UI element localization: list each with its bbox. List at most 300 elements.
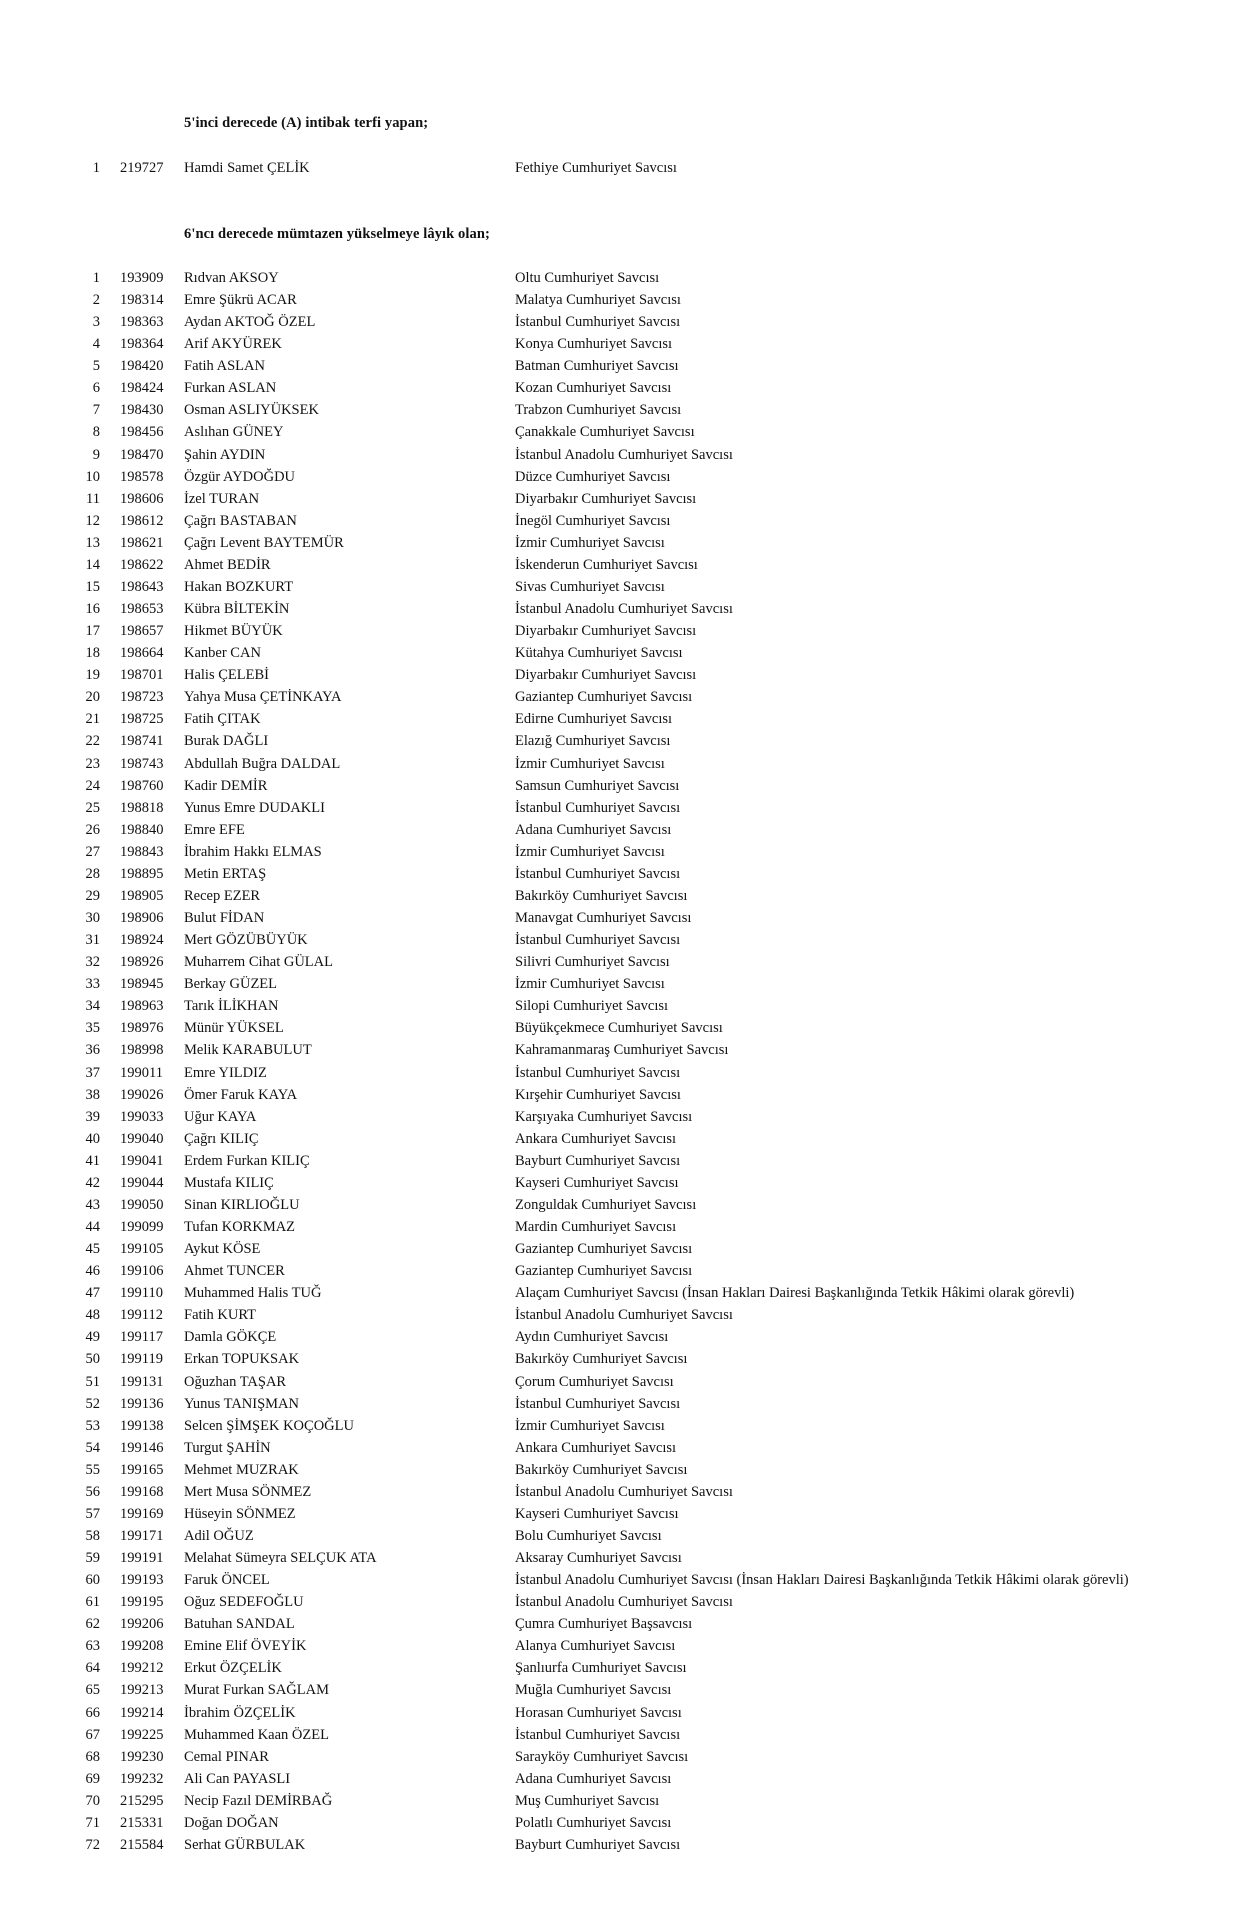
- position-title: Bakırköy Cumhuriyet Savcısı: [515, 1461, 688, 1478]
- position-title: İzmir Cumhuriyet Savcısı: [515, 534, 665, 551]
- position-title: Sarayköy Cumhuriyet Savcısı: [515, 1748, 689, 1765]
- position-title: İskenderun Cumhuriyet Savcısı: [515, 556, 698, 573]
- person-name: Hakan BOZKURT: [184, 578, 294, 595]
- person-name: Selcen ŞİMŞEK KOÇOĞLU: [184, 1417, 354, 1434]
- person-name: Kanber CAN: [184, 645, 261, 662]
- person-name: Erdem Furkan KILIÇ: [184, 1152, 310, 1169]
- position-title: Samsun Cumhuriyet Savcısı: [515, 777, 680, 794]
- registry-number: 199195: [120, 1594, 164, 1611]
- registry-number: 198420: [120, 358, 164, 375]
- person-name: Erkut ÖZÇELİK: [184, 1660, 282, 1677]
- list-row: [0, 1525, 1252, 1547]
- row-number: 57: [85, 1505, 100, 1522]
- list-row: [0, 753, 1252, 775]
- person-name: Uğur KAYA: [184, 1108, 257, 1125]
- position-title: Sivas Cumhuriyet Savcısı: [515, 578, 665, 595]
- row-number: 14: [85, 556, 100, 573]
- row-number: 46: [85, 1263, 100, 1280]
- row-number: 35: [85, 1020, 100, 1037]
- list-row: [0, 995, 1252, 1017]
- row-number: 34: [85, 998, 100, 1015]
- registry-number: 198743: [120, 755, 164, 772]
- row-number: 21: [85, 711, 100, 728]
- row-number: 56: [85, 1483, 100, 1500]
- position-title: İstanbul Cumhuriyet Savcısı: [515, 1726, 681, 1743]
- registry-number: 198818: [120, 799, 164, 816]
- registry-number: 198622: [120, 556, 164, 573]
- row-number: 1: [92, 160, 100, 176]
- row-number: 67: [85, 1726, 100, 1743]
- position-title: İstanbul Anadolu Cumhuriyet Savcısı: [515, 601, 733, 618]
- list-row: [0, 1768, 1252, 1790]
- person-name: Faruk ÖNCEL: [184, 1572, 270, 1589]
- list-row: [0, 1238, 1252, 1260]
- person-name: Muhammed Kaan ÖZEL: [184, 1726, 329, 1743]
- position-title: Diyarbakır Cumhuriyet Savcısı: [515, 490, 697, 507]
- position-title: Kayseri Cumhuriyet Savcısı: [515, 1505, 679, 1522]
- registry-number: 199193: [120, 1572, 164, 1589]
- registry-number: 198906: [120, 910, 164, 927]
- person-name: Emre YILDIZ: [184, 1064, 267, 1081]
- list-row: [0, 1216, 1252, 1238]
- position-title: Malatya Cumhuriyet Savcısı: [515, 292, 681, 309]
- list-row: [0, 289, 1252, 311]
- position-title: Bolu Cumhuriyet Savcısı: [515, 1527, 662, 1544]
- position-title: Konya Cumhuriyet Savcısı: [515, 336, 673, 353]
- registry-number: 198364: [120, 336, 164, 353]
- person-name: Mert GÖZÜBÜYÜK: [184, 932, 308, 949]
- position-title: Gaziantep Cumhuriyet Savcısı: [515, 1241, 693, 1258]
- row-number: 62: [85, 1616, 100, 1633]
- row-number: 65: [85, 1682, 100, 1699]
- registry-number: 198653: [120, 601, 164, 618]
- list-row: [0, 1128, 1252, 1150]
- registry-number: 199230: [120, 1748, 164, 1765]
- list-row: [0, 1746, 1252, 1768]
- list-row: [0, 399, 1252, 421]
- position-title: İstanbul Cumhuriyet Savcısı: [515, 314, 681, 331]
- position-title: Edirne Cumhuriyet Savcısı: [515, 711, 673, 728]
- row-number: 61: [85, 1594, 100, 1611]
- list-row: [0, 1790, 1252, 1812]
- list-row: [0, 1702, 1252, 1724]
- list-row: [0, 1348, 1252, 1370]
- section-heading-intibak: 5'inci derecede (A) intibak terfi yapan;: [184, 115, 429, 131]
- registry-number: 199213: [120, 1682, 164, 1699]
- registry-number: 198905: [120, 887, 164, 904]
- row-number: 17: [85, 623, 100, 640]
- row-number: 42: [85, 1174, 100, 1191]
- person-name: Kadir DEMİR: [184, 777, 268, 794]
- person-name: İbrahim ÖZÇELİK: [184, 1704, 296, 1721]
- person-name: Aykut KÖSE: [184, 1241, 261, 1258]
- row-number: 27: [85, 843, 100, 860]
- person-name: Damla GÖKÇE: [184, 1329, 277, 1346]
- list-row: [0, 1194, 1252, 1216]
- row-number: 23: [85, 755, 100, 772]
- registry-number: 199136: [120, 1395, 164, 1412]
- person-name: Tufan KORKMAZ: [184, 1219, 296, 1235]
- registry-number: 198657: [120, 623, 164, 640]
- person-name: Kübra BİLTEKİN: [184, 601, 290, 618]
- position-title: Muğla Cumhuriyet Savcısı: [515, 1682, 672, 1699]
- registry-number: 199011: [120, 1064, 163, 1081]
- list-row: [0, 973, 1252, 995]
- person-name: Cemal PINAR: [184, 1748, 269, 1765]
- position-title: İstanbul Anadolu Cumhuriyet Savcısı: [515, 446, 733, 463]
- person-name: Şahin AYDIN: [184, 446, 266, 463]
- position-title: İstanbul Anadolu Cumhuriyet Savcısı: [515, 1307, 733, 1324]
- list-row: [0, 1172, 1252, 1194]
- position-title: Bakırköy Cumhuriyet Savcısı: [515, 887, 688, 904]
- row-number: 47: [85, 1285, 100, 1302]
- position-title: Horasan Cumhuriyet Savcısı: [515, 1704, 682, 1721]
- row-number: 22: [85, 733, 100, 750]
- registry-number: 198612: [120, 512, 164, 529]
- person-name: Doğan DOĞAN: [184, 1814, 279, 1831]
- list-row: [0, 598, 1252, 620]
- person-name: Muharrem Cihat GÜLAL: [184, 954, 333, 971]
- registry-number: 199110: [120, 1285, 163, 1302]
- registry-number: 198701: [120, 667, 164, 684]
- list-row: [0, 1459, 1252, 1481]
- person-name: Emine Elif ÖVEYİK: [184, 1638, 307, 1655]
- person-name: İzel TURAN: [184, 490, 260, 507]
- list-row: [0, 510, 1252, 532]
- position-title: Çorum Cumhuriyet Savcısı: [515, 1373, 674, 1390]
- row-number: 54: [85, 1439, 100, 1456]
- registry-number: 199165: [120, 1461, 164, 1478]
- row-number: 48: [85, 1307, 100, 1324]
- registry-number: 198840: [120, 821, 164, 838]
- person-name: Özgür AYDOĞDU: [184, 468, 296, 485]
- list-row: [0, 929, 1252, 951]
- row-number: 52: [85, 1395, 100, 1412]
- list-row: [0, 267, 1252, 289]
- position-title: İstanbul Anadolu Cumhuriyet Savcısı: [515, 1483, 733, 1500]
- list-row: [0, 444, 1252, 466]
- registry-number: 198843: [120, 843, 164, 860]
- list-row: [0, 863, 1252, 885]
- person-name: Çağrı KILIÇ: [184, 1130, 259, 1147]
- row-number: 11: [86, 490, 100, 507]
- row-number: 70: [85, 1792, 100, 1809]
- row-number: 41: [85, 1152, 100, 1169]
- person-name: Melik KARABULUT: [184, 1042, 312, 1059]
- person-name: Batuhan SANDAL: [184, 1616, 295, 1633]
- list-row: [0, 576, 1252, 598]
- person-name: Serhat GÜRBULAK: [184, 1836, 306, 1853]
- row-number: 20: [85, 689, 100, 706]
- row-number: 69: [85, 1770, 100, 1787]
- person-name: Bulut FİDAN: [184, 910, 265, 927]
- row-number: 53: [85, 1417, 100, 1434]
- person-name: Fatih ASLAN: [184, 358, 265, 375]
- person-name: Sinan KIRLIOĞLU: [184, 1196, 300, 1213]
- registry-number: 198963: [120, 998, 164, 1015]
- list-row: [0, 157, 1252, 179]
- list-row: [0, 1547, 1252, 1569]
- row-number: 10: [85, 468, 100, 485]
- person-name: Ahmet TUNCER: [184, 1263, 285, 1280]
- position-title: Elazığ Cumhuriyet Savcısı: [515, 733, 671, 750]
- position-title: Polatlı Cumhuriyet Savcısı: [515, 1814, 672, 1831]
- row-number: 51: [85, 1373, 100, 1390]
- position-title: İstanbul Cumhuriyet Savcısı: [515, 932, 681, 949]
- person-name: Halis ÇELEBİ: [184, 667, 269, 684]
- row-number: 29: [85, 887, 100, 904]
- registry-number: 199232: [120, 1770, 164, 1787]
- registry-number: 198621: [120, 534, 164, 551]
- registry-number: 198725: [120, 711, 164, 728]
- row-number: 49: [85, 1329, 100, 1346]
- person-name: Tarık İLİKHAN: [184, 998, 279, 1015]
- section-heading-mumtazen: 6'ncı derecede mümtazen yükselmeye lâyık olan;: [184, 226, 490, 242]
- position-title: Oltu Cumhuriyet Savcısı: [515, 270, 660, 286]
- position-title: İstanbul Cumhuriyet Savcısı: [515, 865, 681, 882]
- position-title: Kütahya Cumhuriyet Savcısı: [515, 645, 683, 662]
- row-number: 6: [92, 380, 100, 397]
- list-row: [0, 1393, 1252, 1415]
- position-title: Bayburt Cumhuriyet Savcısı: [515, 1152, 681, 1169]
- row-number: 58: [85, 1527, 100, 1544]
- position-title: Ankara Cumhuriyet Savcısı: [515, 1130, 677, 1147]
- registry-number: 215584: [120, 1836, 164, 1853]
- list-row: [0, 421, 1252, 443]
- row-number: 15: [85, 578, 100, 595]
- registry-number: 198924: [120, 932, 164, 949]
- list-row: [0, 885, 1252, 907]
- row-number: 18: [85, 645, 100, 662]
- list-row: [0, 642, 1252, 664]
- position-title: Fethiye Cumhuriyet Savcısı: [515, 160, 677, 176]
- row-number: 16: [85, 601, 100, 618]
- list-row: [0, 1613, 1252, 1635]
- position-title: Mardin Cumhuriyet Savcısı: [515, 1219, 677, 1235]
- row-number: 66: [85, 1704, 100, 1721]
- position-title: Büyükçekmece Cumhuriyet Savcısı: [515, 1020, 723, 1037]
- registry-number: 198363: [120, 314, 164, 331]
- person-name: Fatih ÇITAK: [184, 711, 261, 728]
- position-title: İzmir Cumhuriyet Savcısı: [515, 1417, 665, 1434]
- list-row: [0, 686, 1252, 708]
- list-row: [0, 1062, 1252, 1084]
- person-name: Emre EFE: [184, 821, 245, 838]
- person-name: Oğuz SEDEFOĞLU: [184, 1594, 304, 1611]
- position-title: Zonguldak Cumhuriyet Savcısı: [515, 1196, 697, 1213]
- list-row: [0, 355, 1252, 377]
- person-name: Ali Can PAYASLI: [184, 1770, 291, 1787]
- registry-number: 193909: [120, 270, 164, 286]
- row-number: 9: [92, 446, 100, 463]
- registry-number: 199169: [120, 1505, 164, 1522]
- list-row: [0, 775, 1252, 797]
- list-row: [0, 1084, 1252, 1106]
- list-row: [0, 620, 1252, 642]
- registry-number: 198945: [120, 976, 164, 993]
- row-number: 4: [92, 336, 100, 353]
- person-name: Mustafa KILIÇ: [184, 1174, 274, 1191]
- list-row: [0, 1326, 1252, 1348]
- row-number: 30: [85, 910, 100, 927]
- person-name: Muhammed Halis TUĞ: [184, 1285, 322, 1302]
- person-name: Melahat Sümeyra SELÇUK ATA: [184, 1550, 377, 1567]
- registry-number: 199212: [120, 1660, 164, 1677]
- person-name: Metin ERTAŞ: [184, 865, 267, 882]
- registry-number: 198456: [120, 424, 164, 441]
- list-row: [0, 1834, 1252, 1856]
- row-number: 7: [92, 402, 100, 419]
- registry-number: 199225: [120, 1726, 164, 1743]
- person-name: Murat Furkan SAĞLAM: [184, 1682, 329, 1699]
- person-name: Hikmet BÜYÜK: [184, 623, 283, 640]
- person-name: Yunus TANIŞMAN: [184, 1395, 299, 1412]
- position-title: İstanbul Anadolu Cumhuriyet Savcısı (İnsan Hakları Dairesi Başkanlığında Tetkik Hâkimi olarak görevli): [515, 1572, 1129, 1589]
- position-title: Ankara Cumhuriyet Savcısı: [515, 1439, 677, 1456]
- position-title: Adana Cumhuriyet Savcısı: [515, 821, 672, 838]
- position-title: Bayburt Cumhuriyet Savcısı: [515, 1836, 681, 1853]
- registry-number: 198723: [120, 689, 164, 706]
- position-title: Diyarbakır Cumhuriyet Savcısı: [515, 623, 697, 640]
- person-name: Hüseyin SÖNMEZ: [184, 1505, 296, 1522]
- list-row: [0, 333, 1252, 355]
- row-number: 33: [85, 976, 100, 993]
- position-title: İstanbul Anadolu Cumhuriyet Savcısı: [515, 1594, 733, 1611]
- list-row: [0, 1635, 1252, 1657]
- registry-number: 199044: [120, 1174, 164, 1191]
- person-name: Ömer Faruk KAYA: [184, 1086, 298, 1103]
- person-name: Burak DAĞLI: [184, 733, 269, 750]
- person-name: Mert Musa SÖNMEZ: [184, 1483, 312, 1500]
- registry-number: 198760: [120, 777, 164, 794]
- registry-number: 198606: [120, 490, 164, 507]
- person-name: Abdullah Buğra DALDAL: [184, 755, 341, 772]
- list-row: [0, 1679, 1252, 1701]
- position-title: Gaziantep Cumhuriyet Savcısı: [515, 689, 693, 706]
- position-title: İstanbul Cumhuriyet Savcısı: [515, 1064, 681, 1081]
- position-title: İzmir Cumhuriyet Savcısı: [515, 755, 665, 772]
- row-number: 8: [92, 424, 100, 441]
- row-number: 59: [85, 1550, 100, 1567]
- list-row: [0, 1150, 1252, 1172]
- list-row: [0, 1371, 1252, 1393]
- list-row: [0, 1260, 1252, 1282]
- list-row: [0, 377, 1252, 399]
- list-row: [0, 1503, 1252, 1525]
- position-title: Karşıyaka Cumhuriyet Savcısı: [515, 1108, 693, 1125]
- person-name: Yahya Musa ÇETİNKAYA: [184, 689, 342, 706]
- person-name: Yunus Emre DUDAKLI: [184, 799, 325, 816]
- row-number: 72: [85, 1836, 100, 1853]
- list-row: [0, 1039, 1252, 1061]
- row-number: 3: [92, 314, 100, 331]
- row-number: 2: [92, 292, 100, 309]
- registry-number: 198424: [120, 380, 164, 397]
- person-name: Ahmet BEDİR: [184, 556, 271, 573]
- registry-number: 199214: [120, 1704, 164, 1721]
- registry-number: 198998: [120, 1042, 164, 1059]
- person-name: Osman ASLIYÜKSEK: [184, 402, 319, 419]
- list-row: [0, 951, 1252, 973]
- row-number: 5: [92, 358, 100, 375]
- position-title: Alaçam Cumhuriyet Savcısı (İnsan Hakları Dairesi Başkanlığında Tetkik Hâkimi olarak görevli): [515, 1285, 1075, 1302]
- registry-number: 199105: [120, 1241, 164, 1258]
- person-name: Oğuzhan TAŞAR: [184, 1373, 287, 1390]
- person-name: Necip Fazıl DEMİRBAĞ: [184, 1792, 333, 1809]
- person-name: Emre Şükrü ACAR: [184, 292, 297, 309]
- position-title: Kayseri Cumhuriyet Savcısı: [515, 1174, 679, 1191]
- row-number: 38: [85, 1086, 100, 1103]
- registry-number: 198578: [120, 468, 164, 485]
- list-row: [0, 819, 1252, 841]
- position-title: Kırşehir Cumhuriyet Savcısı: [515, 1086, 681, 1103]
- row-number: 63: [85, 1638, 100, 1655]
- person-name: Erkan TOPUKSAK: [184, 1351, 300, 1368]
- person-name: Arif AKYÜREK: [184, 336, 282, 353]
- registry-number: 198643: [120, 578, 164, 595]
- registry-number: 198976: [120, 1020, 164, 1037]
- row-number: 19: [85, 667, 100, 684]
- position-title: İzmir Cumhuriyet Savcısı: [515, 976, 665, 993]
- registry-number: 199050: [120, 1196, 164, 1213]
- row-number: 71: [85, 1814, 100, 1831]
- registry-number: 199040: [120, 1130, 164, 1147]
- position-title: Muş Cumhuriyet Savcısı: [515, 1792, 660, 1809]
- list-row: [0, 1304, 1252, 1326]
- position-title: Trabzon Cumhuriyet Savcısı: [515, 402, 682, 419]
- registry-number: 198314: [120, 292, 164, 309]
- position-title: Alanya Cumhuriyet Savcısı: [515, 1638, 676, 1655]
- person-name: Çağrı BASTABAN: [184, 512, 297, 529]
- registry-number: 198664: [120, 645, 164, 662]
- registry-number: 219727: [120, 160, 164, 176]
- row-number: 24: [85, 777, 100, 794]
- position-title: Adana Cumhuriyet Savcısı: [515, 1770, 672, 1787]
- registry-number: 215331: [120, 1814, 164, 1831]
- person-name: Adil OĞUZ: [184, 1527, 254, 1544]
- person-name: Mehmet MUZRAK: [184, 1461, 299, 1478]
- registry-number: 199033: [120, 1108, 164, 1125]
- row-number: 50: [85, 1351, 100, 1368]
- person-name: Münür YÜKSEL: [184, 1020, 284, 1037]
- row-number: 60: [85, 1572, 100, 1589]
- list-row: [0, 1724, 1252, 1746]
- position-title: Aksaray Cumhuriyet Savcısı: [515, 1550, 682, 1567]
- position-title: Kozan Cumhuriyet Savcısı: [515, 380, 672, 397]
- person-name: Aslıhan GÜNEY: [184, 424, 284, 441]
- position-title: Batman Cumhuriyet Savcısı: [515, 358, 679, 375]
- row-number: 13: [85, 534, 100, 551]
- list-row: [0, 1106, 1252, 1128]
- registry-number: 199168: [120, 1483, 164, 1500]
- list-row: [0, 1569, 1252, 1591]
- row-number: 64: [85, 1660, 100, 1677]
- row-number: 43: [85, 1196, 100, 1213]
- row-number: 26: [85, 821, 100, 838]
- registry-number: 199099: [120, 1219, 164, 1235]
- person-name: Hamdi Samet ÇELİK: [184, 160, 310, 176]
- person-name: Berkay GÜZEL: [184, 976, 278, 993]
- position-title: İstanbul Cumhuriyet Savcısı: [515, 799, 681, 816]
- row-number: 32: [85, 954, 100, 971]
- registry-number: 199131: [120, 1373, 164, 1390]
- list-row: [0, 1591, 1252, 1613]
- row-number: 45: [85, 1241, 100, 1258]
- registry-number: 199146: [120, 1439, 164, 1456]
- position-title: Çanakkale Cumhuriyet Savcısı: [515, 424, 695, 441]
- list-row: [0, 1437, 1252, 1459]
- list-row: [0, 1017, 1252, 1039]
